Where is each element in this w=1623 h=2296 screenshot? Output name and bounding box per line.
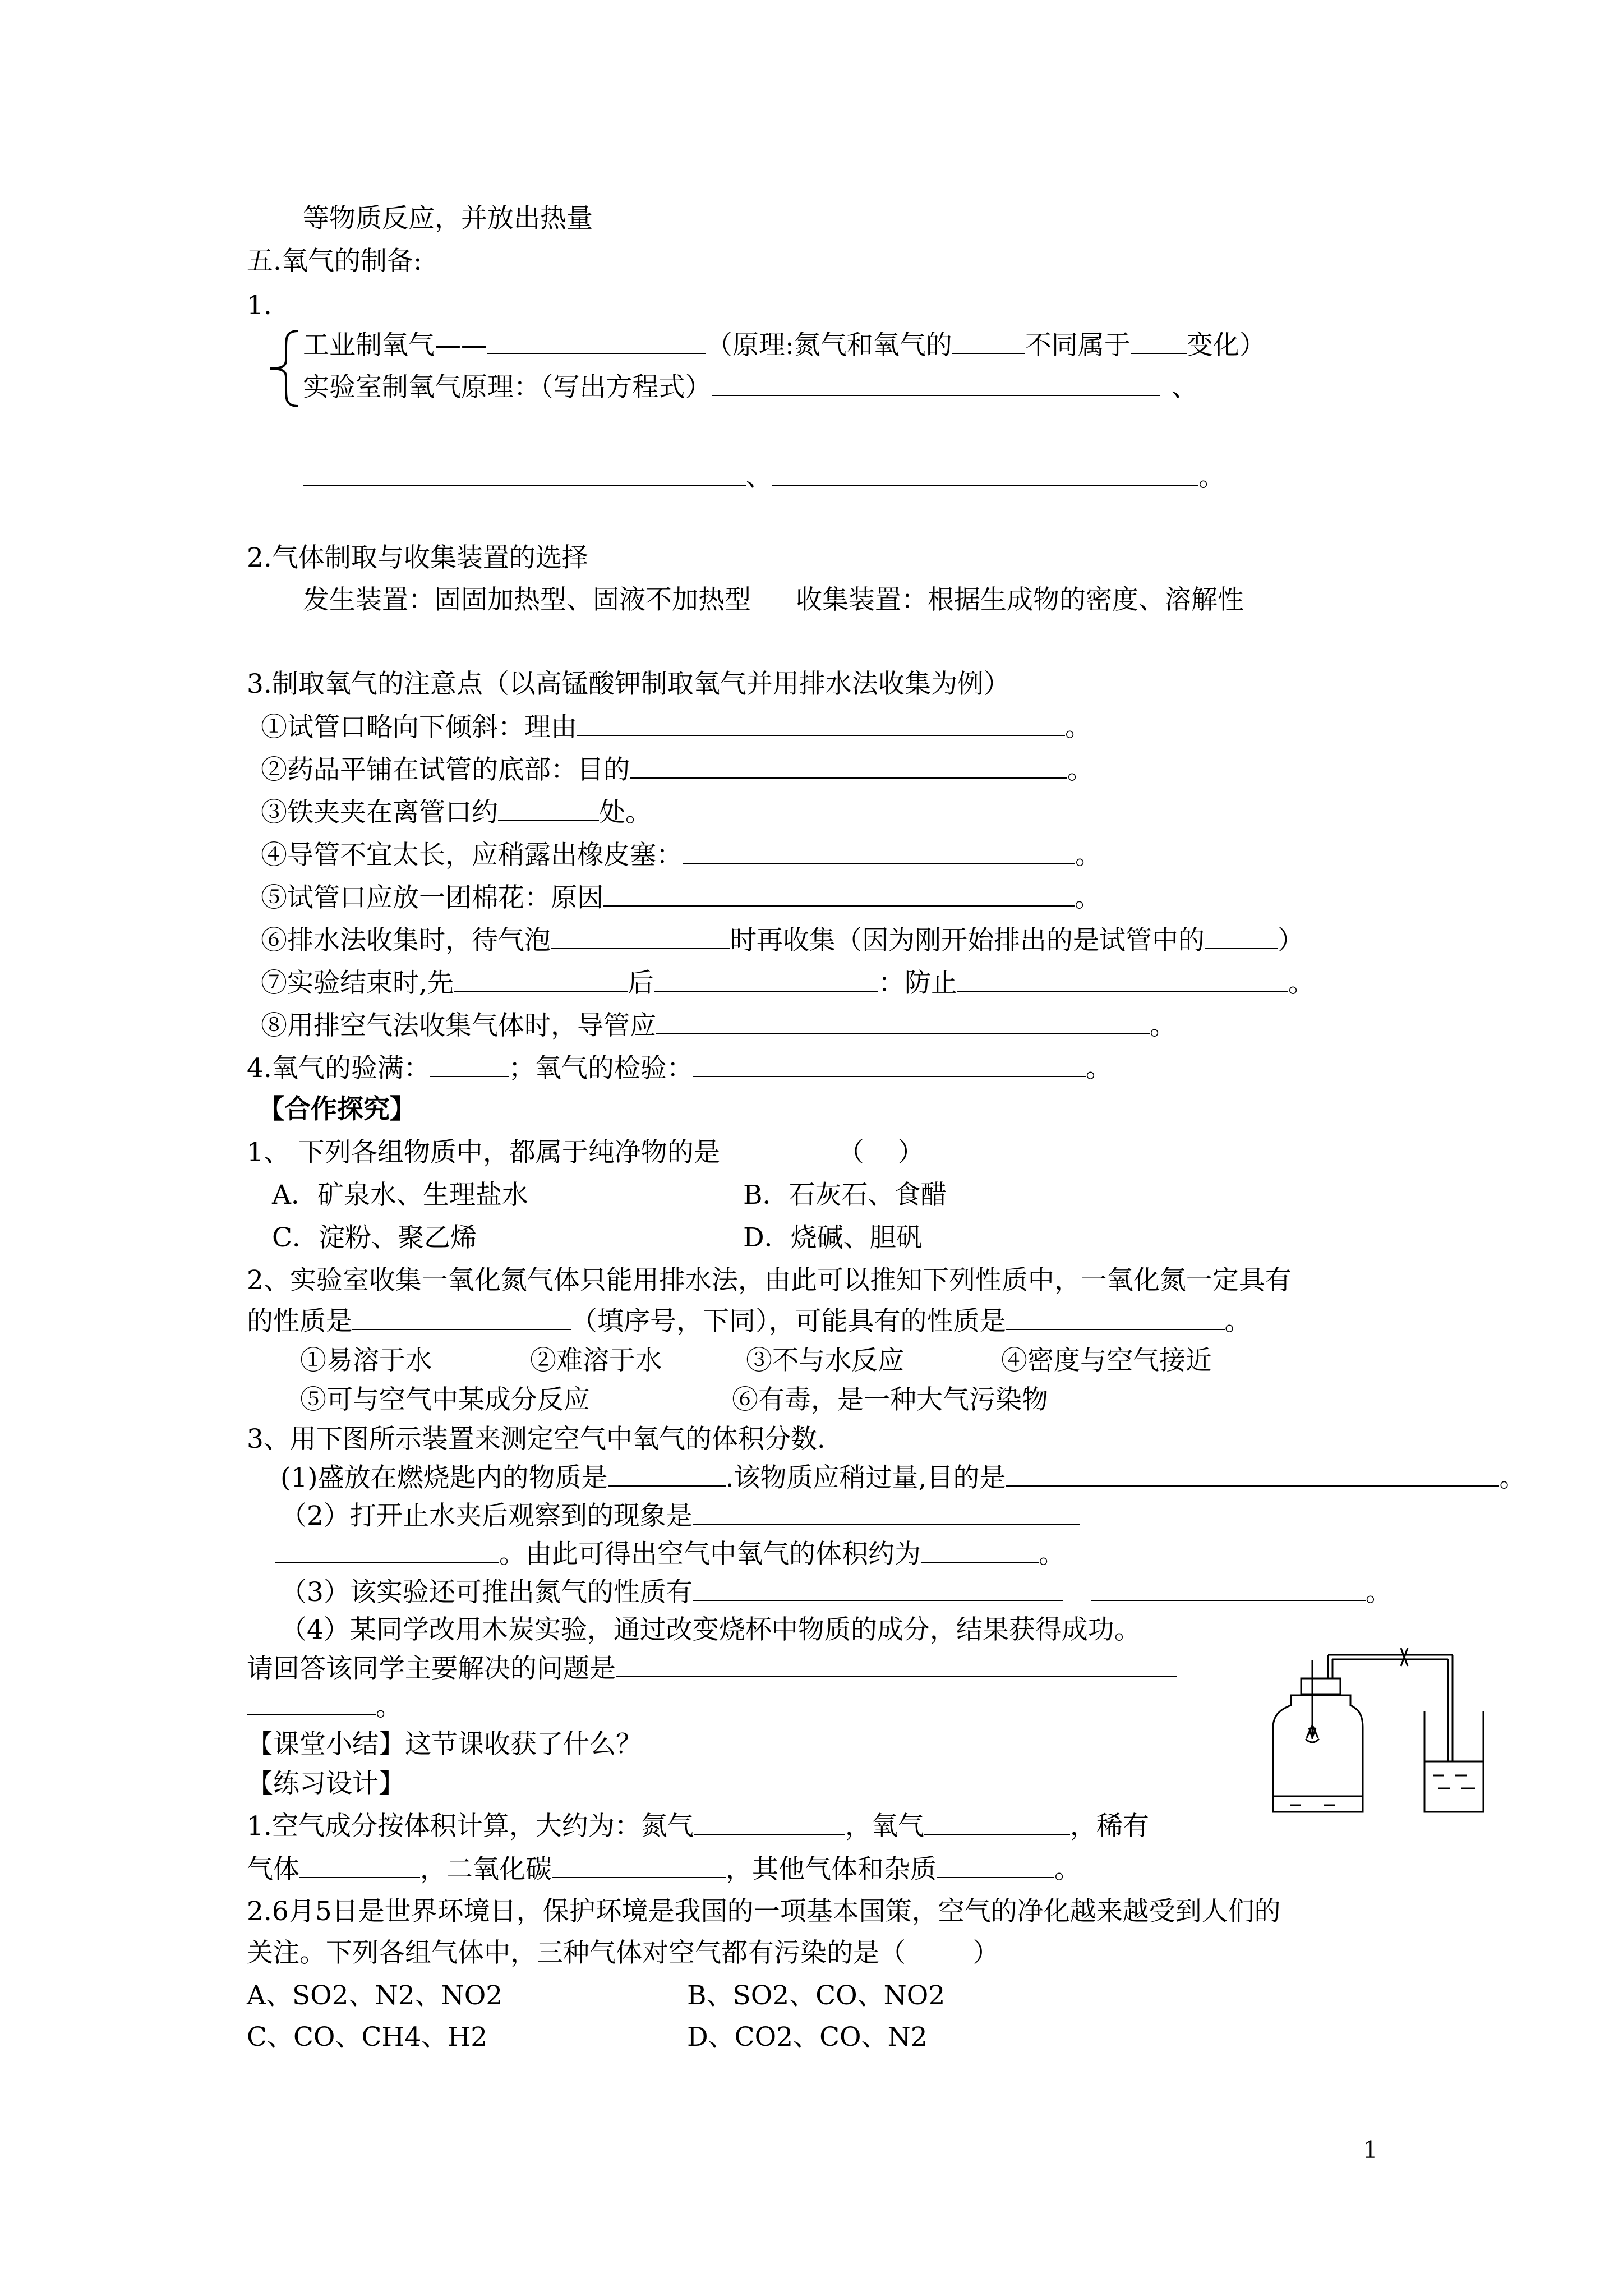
stopper-shape <box>1301 1678 1340 1694</box>
text-line <box>247 1936 999 1970</box>
line-text: 。 <box>1365 1577 1392 1608</box>
blank-line[interactable] <box>924 1809 1070 1835</box>
blank-line[interactable] <box>577 710 1065 736</box>
line-text: 五.氧气的制备: <box>247 246 422 277</box>
option-c[interactable]: C．淀粉、聚乙烯 <box>272 1222 477 1253</box>
blank-line[interactable] <box>656 1009 1150 1034</box>
choice-1: ①易溶于水 <box>300 1345 432 1376</box>
line-text: （ ） <box>837 1137 924 1168</box>
clamp-shape <box>1401 1648 1408 1666</box>
option-d[interactable]: D．烧碱、胆矾 <box>743 1222 923 1253</box>
line-text: 3.制取氧气的注意点（以高锰酸钾制取氧气并用排水法收集为例） <box>247 669 1010 700</box>
line-text: 1. <box>247 290 272 321</box>
text-line <box>247 1690 402 1724</box>
line-text: 。 <box>1288 968 1315 999</box>
blank-line[interactable] <box>275 1537 499 1563</box>
blank-line[interactable] <box>247 1690 376 1715</box>
section-heading <box>258 1093 416 1126</box>
line-text: 3、用下图所示装置来测定空气中氧气的体积分数. <box>247 1424 826 1455</box>
blank-line[interactable] <box>937 1852 1054 1878</box>
blank-line[interactable] <box>712 370 1160 396</box>
text-line <box>261 710 1091 744</box>
blank-line[interactable] <box>352 1304 571 1330</box>
line-text: 2、实验室收集一氧化氮气体只能用排水法，由此可以推知下列性质中，一氧化氮一定具有 <box>247 1265 1292 1296</box>
blank-line[interactable] <box>1006 1304 1225 1330</box>
blank-line[interactable] <box>693 1051 1086 1077</box>
section-heading <box>247 1728 642 1761</box>
line-text: ；氧气的检验： <box>508 1053 693 1084</box>
blank-line[interactable] <box>303 460 746 486</box>
line-text: ①试管口略向下倾斜：理由 <box>261 712 577 743</box>
line-text: 【练习设计】 <box>247 1768 405 1799</box>
blank-line[interactable] <box>1205 923 1278 949</box>
page-number: 1 <box>1363 2136 1378 2164</box>
text-line <box>303 370 1198 404</box>
apparatus-diagram <box>1256 1644 1492 1818</box>
line-text: 。 <box>1085 1053 1112 1084</box>
text-line <box>280 1499 1080 1533</box>
question <box>247 1264 1292 1297</box>
text-line <box>303 328 1266 362</box>
line-text: 。由此可得出空气中氧气的体积约为 <box>499 1539 921 1570</box>
line-text: 时再收集（因为刚开始排出的是试管中的 <box>730 925 1205 956</box>
line-text: 1、 下列各组物质中，都属于纯净物的是 <box>247 1137 720 1168</box>
line-text: ②药品平铺在试管的底部：目的 <box>261 754 630 785</box>
line-text: 。 <box>1075 882 1101 913</box>
text-line <box>280 1461 1525 1495</box>
choice-row <box>300 1344 1212 1378</box>
text-line <box>303 202 593 236</box>
blank-line[interactable] <box>454 966 628 992</box>
blank-line[interactable] <box>608 1461 726 1487</box>
line-text: 不同属于 <box>1025 330 1131 361</box>
text-line <box>303 583 1244 617</box>
line-text: ） <box>1278 925 1304 956</box>
blank-line[interactable] <box>693 1575 1063 1601</box>
line-text: （原理:氮气和氧气的 <box>706 330 952 361</box>
text-line <box>275 1537 1065 1571</box>
line-text: 请回答该同学主要解决的问题是 <box>247 1653 616 1684</box>
line-text: 。 <box>1198 462 1225 493</box>
line-text: 2.气体制取与收集装置的选择 <box>247 542 588 573</box>
line-text: 处。 <box>599 797 652 828</box>
line-text: ，稀有 <box>1069 1811 1149 1842</box>
text-line <box>261 1009 1176 1043</box>
blank-line[interactable] <box>957 966 1288 992</box>
text-line <box>261 838 1101 872</box>
line-text: ⑦实验结束时,先 <box>261 968 454 999</box>
line-text: ，氧气 <box>845 1811 924 1842</box>
line-text: （4）某同学改用木炭实验，通过改变烧杯中物质的成分，结果获得成功。 <box>280 1614 1141 1645</box>
text-line <box>261 881 1101 915</box>
line-text: (1)盛放在燃烧匙内的物质是 <box>280 1462 608 1493</box>
line-text: 1.空气成分按体积计算，大约为：氮气 <box>247 1811 694 1842</box>
blank-line[interactable] <box>772 460 1198 486</box>
option-d[interactable]: D、CO2、CO、N2 <box>687 2022 928 2053</box>
blank-line[interactable] <box>551 923 730 949</box>
option-row <box>272 1179 947 1212</box>
blank-line[interactable] <box>299 1852 420 1878</box>
line-text: ：防止 <box>878 968 957 999</box>
blank-line[interactable] <box>498 795 599 821</box>
question <box>247 1423 826 1456</box>
option-row <box>247 2021 928 2054</box>
line-text: ，二氧化碳 <box>420 1854 552 1885</box>
blank-line[interactable] <box>683 838 1075 864</box>
line-text: 。 <box>1065 712 1091 743</box>
line-text: 。 <box>1075 840 1101 871</box>
section-heading <box>247 541 588 575</box>
text-line <box>261 795 652 830</box>
line-text: （3）该实验还可推出氮气的性质有 <box>280 1577 693 1608</box>
section-heading <box>247 245 422 278</box>
section-heading <box>247 1767 405 1801</box>
choice-6: ⑥有毒，是一种大气污染物 <box>732 1384 1048 1415</box>
blank-line[interactable] <box>952 328 1025 354</box>
text-line <box>261 753 1094 787</box>
text-line <box>247 1051 1112 1085</box>
question <box>247 1136 924 1170</box>
text-line <box>261 923 1304 958</box>
line-text: ⑤试管口应放一团棉花：原因 <box>261 882 603 913</box>
text-line <box>247 1852 1081 1887</box>
text-line <box>280 1575 1392 1609</box>
blank-line[interactable] <box>654 966 878 992</box>
line-text: ③铁夹夹在离管口约 <box>261 797 498 828</box>
line-text: 。 <box>1224 1306 1251 1337</box>
blank-line[interactable] <box>1131 328 1187 354</box>
section-heading <box>247 668 1010 701</box>
line-text: 【课堂小结】这节课收获了什么？ <box>247 1729 642 1760</box>
choice-3: ③不与水反应 <box>746 1345 904 1376</box>
blank-line[interactable] <box>694 1809 845 1835</box>
option-c[interactable]: C、CO、CH4、H2 <box>247 2022 488 2053</box>
line-text: 。 <box>1499 1462 1526 1493</box>
line-text: 气体 <box>247 1854 299 1885</box>
line-text: ，其他气体和杂质 <box>726 1854 937 1885</box>
line-text: ⑥排水法收集时，待气泡 <box>261 925 551 956</box>
option-row <box>272 1221 923 1255</box>
option-a[interactable]: A．矿泉水、生理盐水 <box>272 1180 528 1211</box>
option-b[interactable]: B．石灰石、食醋 <box>743 1180 947 1211</box>
line-text: 关注。下列各组气体中，三种气体对空气都有污染的是（ ） <box>247 1938 999 1968</box>
line-text: 。 <box>1150 1010 1176 1041</box>
brace-icon <box>264 326 303 411</box>
blank-line[interactable] <box>1091 1575 1366 1601</box>
line-text: ⑧用排空气法收集气体时，导管应 <box>261 1010 656 1041</box>
blank-line[interactable] <box>430 1051 509 1077</box>
line-text: 等物质反应，并放出热量 <box>303 203 593 234</box>
option-b[interactable]: B、SO2、CO、NO2 <box>687 1980 946 2011</box>
blank-line[interactable] <box>1006 1461 1499 1487</box>
line-text: 4.氧气的验满： <box>247 1053 430 1084</box>
option-row <box>247 1979 945 2013</box>
blank-line[interactable] <box>693 1499 1080 1525</box>
question <box>247 1895 1281 1929</box>
choice-row <box>300 1383 1048 1417</box>
blank-line[interactable] <box>552 1852 726 1878</box>
line-text: 【合作探究】 <box>258 1094 416 1125</box>
choice-5: ⑤可与空气中某成分反应 <box>300 1384 590 1415</box>
text-line <box>261 966 1315 1000</box>
line-text: 、 <box>746 462 772 493</box>
blank-line[interactable] <box>603 881 1075 907</box>
line-text: .该物质应稍过量,目的是 <box>725 1462 1006 1493</box>
line-text: 、 <box>1171 372 1198 403</box>
line-text: 。 <box>1067 754 1094 785</box>
line-text: 工业制氧气—— <box>303 330 487 361</box>
blank-line[interactable] <box>630 753 1067 779</box>
blank-line[interactable] <box>616 1651 1177 1677</box>
line-text: ④导管不宜太长，应稍露出橡皮塞： <box>261 840 683 871</box>
line-text: 。 <box>1054 1854 1081 1885</box>
line-text: 变化） <box>1186 330 1266 361</box>
blank-line[interactable] <box>487 328 706 354</box>
line-text: 的性质是 <box>247 1306 352 1337</box>
text-line <box>247 1651 1177 1686</box>
item-number <box>247 289 272 323</box>
text-line <box>247 1809 1149 1843</box>
text-line <box>247 1304 1251 1338</box>
choice-4: ④密度与空气接近 <box>1001 1345 1212 1376</box>
line-text: 实验室制氧气原理：（写出方程式） <box>303 372 712 403</box>
line-text: （填序号，下同），可能具有的性质是 <box>571 1306 1006 1337</box>
line-text: （2）打开止水夹后观察到的现象是 <box>280 1501 693 1531</box>
line-text: 。 <box>1039 1539 1065 1570</box>
text-line <box>280 1613 1141 1647</box>
blank-line[interactable] <box>921 1537 1039 1563</box>
line-text: 收集装置：根据生成物的密度、溶解性 <box>796 585 1244 615</box>
line-text: 2.6月5日是世界环境日，保护环境是我国的一项基本国策，空气的净化越来越受到人们的 <box>247 1896 1281 1927</box>
option-a[interactable]: A、SO2、N2、NO2 <box>247 1980 503 2011</box>
choice-2: ②难溶于水 <box>530 1345 662 1376</box>
line-text: 。 <box>376 1691 402 1722</box>
bottle-shape <box>1273 1695 1363 1812</box>
line-text: 后 <box>627 968 654 999</box>
text-line <box>303 460 1225 494</box>
line-text: 发生装置：固固加热型、固液不加热型 <box>303 585 751 615</box>
